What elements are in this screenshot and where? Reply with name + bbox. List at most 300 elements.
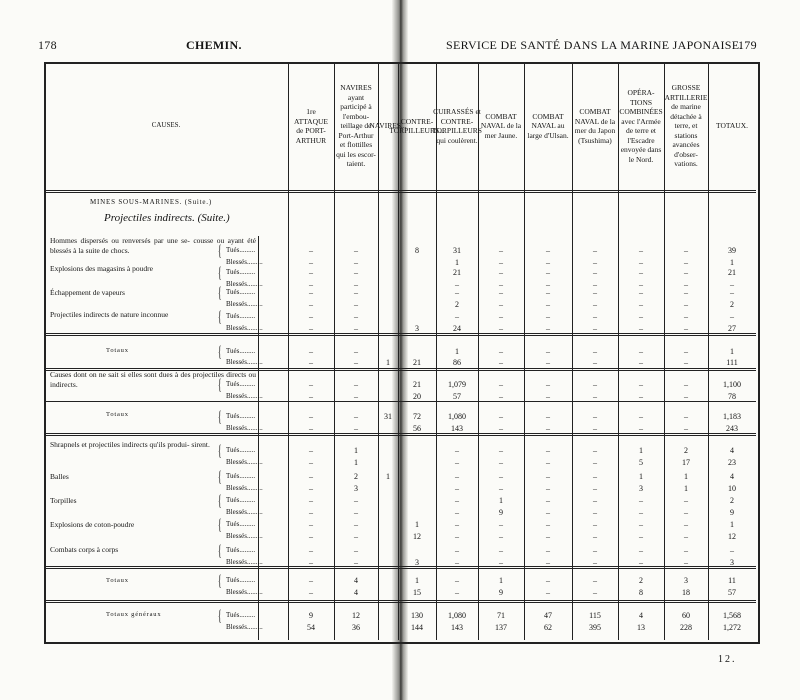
column-header <box>389 66 445 186</box>
brace-glyph: { <box>217 285 222 302</box>
table-cell: – <box>639 380 643 389</box>
table-cell: – <box>499 258 503 267</box>
table-cell: – <box>593 446 597 455</box>
table-cell: – <box>455 532 459 541</box>
table-cell: – <box>546 496 550 505</box>
table-cell: – <box>455 472 459 481</box>
table-cell: – <box>684 258 688 267</box>
table-cell: – <box>546 358 550 367</box>
killed-label: Tués......... <box>226 380 256 388</box>
group-separator <box>44 433 756 436</box>
table-cell: 1,183 <box>723 412 741 421</box>
table-cell: – <box>730 546 734 555</box>
table-cell: – <box>639 424 643 433</box>
table-cell: 143 <box>451 623 463 632</box>
cause-label: Shrapnels et projectiles indirects qu'ils produi- sirent. <box>50 440 210 449</box>
table-cell: – <box>309 520 313 529</box>
brace-glyph: { <box>217 517 222 534</box>
column-header-text: COMBAT NAVAL de la mer Jaune. <box>480 111 522 140</box>
cause-label: Combats corps à corps <box>50 545 119 554</box>
table-cell: – <box>639 312 643 321</box>
table-cell: – <box>639 532 643 541</box>
column-header-text: CAUSES. <box>151 121 181 130</box>
table-cell: 1 <box>499 576 503 585</box>
wounded-label: Blessés......... <box>226 392 263 400</box>
table-cell: – <box>546 347 550 356</box>
table-cell: 3 <box>415 324 419 333</box>
table-cell: 137 <box>495 623 507 632</box>
subsection-title: Projectiles indirects. (Suite.) <box>104 212 230 224</box>
table-cell: – <box>684 288 688 297</box>
cause-label: Causes dont on ne sait si elles sont dues à des projectiles directs ou indirects. <box>50 370 256 389</box>
column-header <box>620 66 662 186</box>
table-cell: – <box>639 258 643 267</box>
table-cell: – <box>309 472 313 481</box>
table-cell: 8 <box>415 246 419 255</box>
column-header-text: OPÉRA-TIONS COMBINÉES avec l'Armée de terre et l'Escadre envoyée dans le Nord. <box>619 88 663 164</box>
table-cell: – <box>546 312 550 321</box>
table-cell: – <box>309 458 313 467</box>
table-cell: 1,272 <box>723 623 741 632</box>
table-cell: – <box>455 576 459 585</box>
table-cell: 9 <box>730 508 734 517</box>
table-cell: – <box>546 446 550 455</box>
column-header <box>480 66 522 186</box>
table-cell: 1,079 <box>448 380 466 389</box>
table-cell: – <box>309 324 313 333</box>
table-cell: 62 <box>544 623 552 632</box>
table-cell: – <box>455 280 459 289</box>
table-cell: 1 <box>730 258 734 267</box>
table-cell: – <box>684 496 688 505</box>
column-header <box>574 66 616 186</box>
table-cell: 21 <box>728 268 736 277</box>
table-cell: – <box>593 520 597 529</box>
column-header-text: CONTRE-TORPILLEURS... <box>389 116 445 135</box>
table-cell: 31 <box>384 412 392 421</box>
table-cell: – <box>639 324 643 333</box>
brace-glyph: { <box>217 608 222 625</box>
table-cell: 20 <box>413 392 421 401</box>
table-cell: – <box>309 546 313 555</box>
table-cell: – <box>354 508 358 517</box>
table-cell: – <box>354 546 358 555</box>
table-cell: 3 <box>415 558 419 567</box>
table-cell: – <box>593 246 597 255</box>
table-cell: – <box>546 268 550 277</box>
table-cell: – <box>546 484 550 493</box>
signature-mark: 12. <box>718 654 737 665</box>
table-cell: – <box>499 312 503 321</box>
table-cell: – <box>730 280 734 289</box>
group-separator <box>44 401 756 402</box>
table-cell: 1 <box>415 576 419 585</box>
table-cell: 36 <box>352 623 360 632</box>
table-cell: – <box>684 246 688 255</box>
column-header-text: COMBAT NAVAL au large d'Ulsan. <box>527 111 569 140</box>
table-cell: – <box>639 288 643 297</box>
table-cell: 1 <box>354 458 358 467</box>
cause-label: Explosions des magasins à poudre <box>50 264 153 273</box>
table-cell: – <box>593 424 597 433</box>
right-page-number: 179 <box>738 38 757 52</box>
table-cell: – <box>593 532 597 541</box>
table-cell: – <box>684 358 688 367</box>
table-cell: – <box>684 280 688 289</box>
table-cell: 2 <box>354 472 358 481</box>
table-cell: – <box>354 558 358 567</box>
table-cell: – <box>639 412 643 421</box>
table-cell: – <box>499 288 503 297</box>
column-header-text: NAVIRES ayant participé à l'embou-teillage de Port-Arthur et flottilles qui les escor-taient. <box>336 83 376 169</box>
table-cell: – <box>639 546 643 555</box>
table-cell: 130 <box>411 611 423 620</box>
table-cell: – <box>684 508 688 517</box>
column-header-text: NAVIRES... <box>369 121 407 131</box>
table-cell: – <box>309 380 313 389</box>
table-cell: – <box>354 412 358 421</box>
table-cell: – <box>546 258 550 267</box>
brace-glyph: { <box>217 493 222 510</box>
table-cell: 1 <box>684 484 688 493</box>
wounded-label: Blessés......... <box>226 484 263 492</box>
table-cell: – <box>593 576 597 585</box>
table-cell: 60 <box>682 611 690 620</box>
table-cell: – <box>354 496 358 505</box>
killed-label: Tués......... <box>226 546 256 554</box>
table-cell: 1 <box>455 258 459 267</box>
table-cell: 78 <box>728 392 736 401</box>
table-cell: 3 <box>354 484 358 493</box>
column-rule <box>378 62 379 640</box>
brace-glyph: { <box>217 543 222 560</box>
label-column-rule <box>258 236 259 640</box>
table-cell: – <box>546 280 550 289</box>
cause-label: Projectiles indirects de nature inconnue <box>50 310 169 319</box>
brace-glyph: { <box>217 243 222 260</box>
table-cell: – <box>309 288 313 297</box>
table-cell: 1 <box>354 446 358 455</box>
table-cell: – <box>639 358 643 367</box>
table-cell: – <box>684 532 688 541</box>
table-cell: 10 <box>728 484 736 493</box>
table-cell: 8 <box>639 588 643 597</box>
table-cell: 2 <box>730 496 734 505</box>
table-cell: 3 <box>730 558 734 567</box>
table-cell: – <box>455 588 459 597</box>
column-header <box>526 66 570 186</box>
table-cell: 4 <box>639 611 643 620</box>
table-cell: 12 <box>352 611 360 620</box>
table-cell: – <box>684 558 688 567</box>
cause-label: Totaux généraux <box>106 611 162 618</box>
table-cell: – <box>546 558 550 567</box>
cause-label: Torpilles <box>50 496 77 505</box>
table-cell: 243 <box>726 424 738 433</box>
table-cell: – <box>354 300 358 309</box>
killed-label: Tués......... <box>226 576 256 584</box>
table-cell: 143 <box>451 424 463 433</box>
table-cell: – <box>309 576 313 585</box>
table-cell: – <box>309 300 313 309</box>
table-cell: 4 <box>730 446 734 455</box>
table-cell: – <box>309 358 313 367</box>
table-cell: – <box>309 412 313 421</box>
table-cell: – <box>455 496 459 505</box>
table-cell: – <box>546 588 550 597</box>
table-cell: – <box>354 280 358 289</box>
table-cell: 5 <box>639 458 643 467</box>
table-cell: 1,080 <box>448 611 466 620</box>
table-cell: – <box>684 324 688 333</box>
table-cell: 54 <box>307 623 315 632</box>
table-cell: – <box>684 312 688 321</box>
table-cell: – <box>593 258 597 267</box>
wounded-label: Blessés......... <box>226 324 263 332</box>
table-cell: 1 <box>386 472 390 481</box>
table-cell: – <box>593 347 597 356</box>
table-cell: – <box>730 288 734 297</box>
table-cell: – <box>684 268 688 277</box>
table-cell: 57 <box>453 392 461 401</box>
table-cell: 9 <box>309 611 313 620</box>
brace-glyph: { <box>217 409 222 426</box>
table-cell: – <box>499 446 503 455</box>
table-cell: – <box>684 412 688 421</box>
table-cell: – <box>593 380 597 389</box>
table-cell: 17 <box>682 458 690 467</box>
table-cell: – <box>639 268 643 277</box>
cause-label: Totaux <box>106 577 129 584</box>
table-cell: 57 <box>728 588 736 597</box>
killed-label: Tués......... <box>226 611 256 619</box>
table-cell: – <box>455 484 459 493</box>
column-header-text: COMBAT NAVAL de la mer du Japon (Tsushima) <box>574 107 616 145</box>
table-cell: 27 <box>728 324 736 333</box>
wounded-label: Blessés......... <box>226 424 263 432</box>
table-cell: 2 <box>730 300 734 309</box>
brace-glyph: { <box>217 469 222 486</box>
table-cell: – <box>499 424 503 433</box>
table-cell: 31 <box>453 246 461 255</box>
table-cell: 12 <box>728 532 736 541</box>
table-cell: – <box>499 380 503 389</box>
table-cell: 1 <box>499 496 503 505</box>
table-cell: – <box>593 546 597 555</box>
group-separator <box>44 600 756 603</box>
table-cell: 86 <box>453 358 461 367</box>
section-title: MINES SOUS-MARINES. (Suite.) <box>90 198 212 206</box>
table-cell: – <box>546 546 550 555</box>
table-cell: – <box>593 280 597 289</box>
cause-label: Explosions de coton-poudre <box>50 520 135 529</box>
table-cell: – <box>639 508 643 517</box>
table-cell: – <box>593 496 597 505</box>
table-cell: – <box>499 347 503 356</box>
table-cell: – <box>309 496 313 505</box>
table-cell: – <box>499 546 503 555</box>
wounded-label: Blessés......... <box>226 623 263 631</box>
table-cell: – <box>546 508 550 517</box>
table-cell: – <box>309 532 313 541</box>
table-cell: – <box>546 458 550 467</box>
table-cell: – <box>499 412 503 421</box>
table-cell: 1 <box>639 472 643 481</box>
table-cell: – <box>593 268 597 277</box>
table-cell: 15 <box>413 588 421 597</box>
table-cell: – <box>499 280 503 289</box>
table-cell: – <box>499 246 503 255</box>
table-cell: – <box>684 347 688 356</box>
table-cell: – <box>593 484 597 493</box>
table-cell: – <box>455 520 459 529</box>
table-cell: 11 <box>728 576 736 585</box>
table-cell: – <box>639 300 643 309</box>
column-header-text: GROSSE ARTILLERIE de marine détachée à terre, et stations avancées d'obser-vations. <box>664 83 708 169</box>
table-cell: – <box>546 246 550 255</box>
column-header-text: CUIRASSÉS et CONTRE-TORPILLEURS qui coulèrent. <box>432 107 482 145</box>
table-cell: – <box>546 520 550 529</box>
table-cell: – <box>593 508 597 517</box>
table-cell: – <box>455 458 459 467</box>
table-cell: 1 <box>455 347 459 356</box>
table-cell: – <box>546 532 550 541</box>
column-rule <box>398 62 399 640</box>
brace-glyph: { <box>217 344 222 361</box>
table-cell: – <box>639 558 643 567</box>
table-cell: 1 <box>415 520 419 529</box>
table-cell: 24 <box>453 324 461 333</box>
table-cell: 21 <box>453 268 461 277</box>
table-cell: 1,080 <box>448 412 466 421</box>
table-cell: 47 <box>544 611 552 620</box>
table-cell: – <box>354 392 358 401</box>
table-cell: – <box>639 520 643 529</box>
table-cell: – <box>354 312 358 321</box>
table-cell: – <box>354 288 358 297</box>
killed-label: Tués......... <box>226 520 256 528</box>
wounded-label: Blessés......... <box>226 280 263 288</box>
table-cell: – <box>309 446 313 455</box>
table-cell: – <box>684 300 688 309</box>
table-cell: – <box>546 324 550 333</box>
table-cell: 4 <box>354 588 358 597</box>
wounded-label: Blessés......... <box>226 300 263 308</box>
table-cell: – <box>455 312 459 321</box>
table-cell: 395 <box>589 623 601 632</box>
table-cell: – <box>354 258 358 267</box>
brace-glyph: { <box>217 265 222 282</box>
wounded-label: Blessés......... <box>226 588 263 596</box>
wounded-label: Blessés......... <box>226 258 263 266</box>
table-cell: – <box>354 246 358 255</box>
table-cell: – <box>593 392 597 401</box>
table-cell: – <box>354 324 358 333</box>
table-cell: 1 <box>684 472 688 481</box>
table-cell: 111 <box>726 358 738 367</box>
killed-label: Tués......... <box>226 472 256 480</box>
wounded-label: Blessés......... <box>226 358 263 366</box>
table-cell: – <box>354 347 358 356</box>
table-cell: – <box>684 380 688 389</box>
table-cell: 23 <box>728 458 736 467</box>
table-cell: – <box>639 280 643 289</box>
right-running-head: SERVICE DE SANTÉ DANS LA MARINE JAPONAISE. <box>446 38 743 52</box>
table-cell: – <box>455 546 459 555</box>
table-cell: – <box>499 520 503 529</box>
table-cell: – <box>684 392 688 401</box>
table-cell: – <box>499 458 503 467</box>
table-cell: – <box>593 288 597 297</box>
table-cell: – <box>546 424 550 433</box>
killed-label: Tués......... <box>226 288 256 296</box>
column-header <box>710 66 754 186</box>
table-cell: 13 <box>637 623 645 632</box>
table-cell: – <box>639 392 643 401</box>
table-cell: – <box>309 268 313 277</box>
table-cell: – <box>499 358 503 367</box>
table-cell: – <box>309 246 313 255</box>
killed-label: Tués......... <box>226 312 256 320</box>
table-cell: – <box>455 558 459 567</box>
table-cell: 3 <box>684 576 688 585</box>
table-cell: – <box>593 358 597 367</box>
table-cell: 4 <box>354 576 358 585</box>
table-cell: – <box>593 300 597 309</box>
table-cell: – <box>684 546 688 555</box>
killed-label: Tués......... <box>226 446 256 454</box>
table-cell: 2 <box>639 576 643 585</box>
table-cell: 12 <box>413 532 421 541</box>
table-cell: – <box>354 520 358 529</box>
table-cell: – <box>309 392 313 401</box>
table-cell: – <box>309 424 313 433</box>
table-cell: – <box>593 558 597 567</box>
table-cell: – <box>354 358 358 367</box>
header-rule <box>44 190 756 193</box>
table-cell: 21 <box>413 380 421 389</box>
table-cell: – <box>455 288 459 297</box>
table-cell: – <box>639 347 643 356</box>
table-cell: 4 <box>730 472 734 481</box>
table-cell: – <box>499 558 503 567</box>
cause-label: Échappement de vapeurs <box>50 288 125 297</box>
column-header <box>666 66 706 186</box>
cause-label: Hommes dispersés ou renversés par une se- cousse ou ayant été blessés à la suite de chocs. <box>50 236 256 255</box>
table-cell: 9 <box>499 588 503 597</box>
table-cell: – <box>309 312 313 321</box>
column-header-text: TOTAUX. <box>716 121 748 131</box>
table-cell: – <box>684 520 688 529</box>
brace-glyph: { <box>217 377 222 394</box>
table-cell: 1 <box>730 520 734 529</box>
table-cell: – <box>354 532 358 541</box>
table-cell: – <box>546 412 550 421</box>
killed-label: Tués......... <box>226 347 256 355</box>
wounded-label: Blessés......... <box>226 558 263 566</box>
table-cell: – <box>354 268 358 277</box>
table-cell: 1,100 <box>723 380 741 389</box>
wounded-label: Blessés......... <box>226 532 263 540</box>
table-cell: 1 <box>730 347 734 356</box>
column-header <box>432 66 482 186</box>
cause-label: Balles <box>50 472 69 481</box>
table-cell: 71 <box>497 611 505 620</box>
column-header <box>46 66 286 186</box>
table-cell: – <box>309 347 313 356</box>
table-cell: – <box>546 300 550 309</box>
table-cell: 115 <box>589 611 601 620</box>
